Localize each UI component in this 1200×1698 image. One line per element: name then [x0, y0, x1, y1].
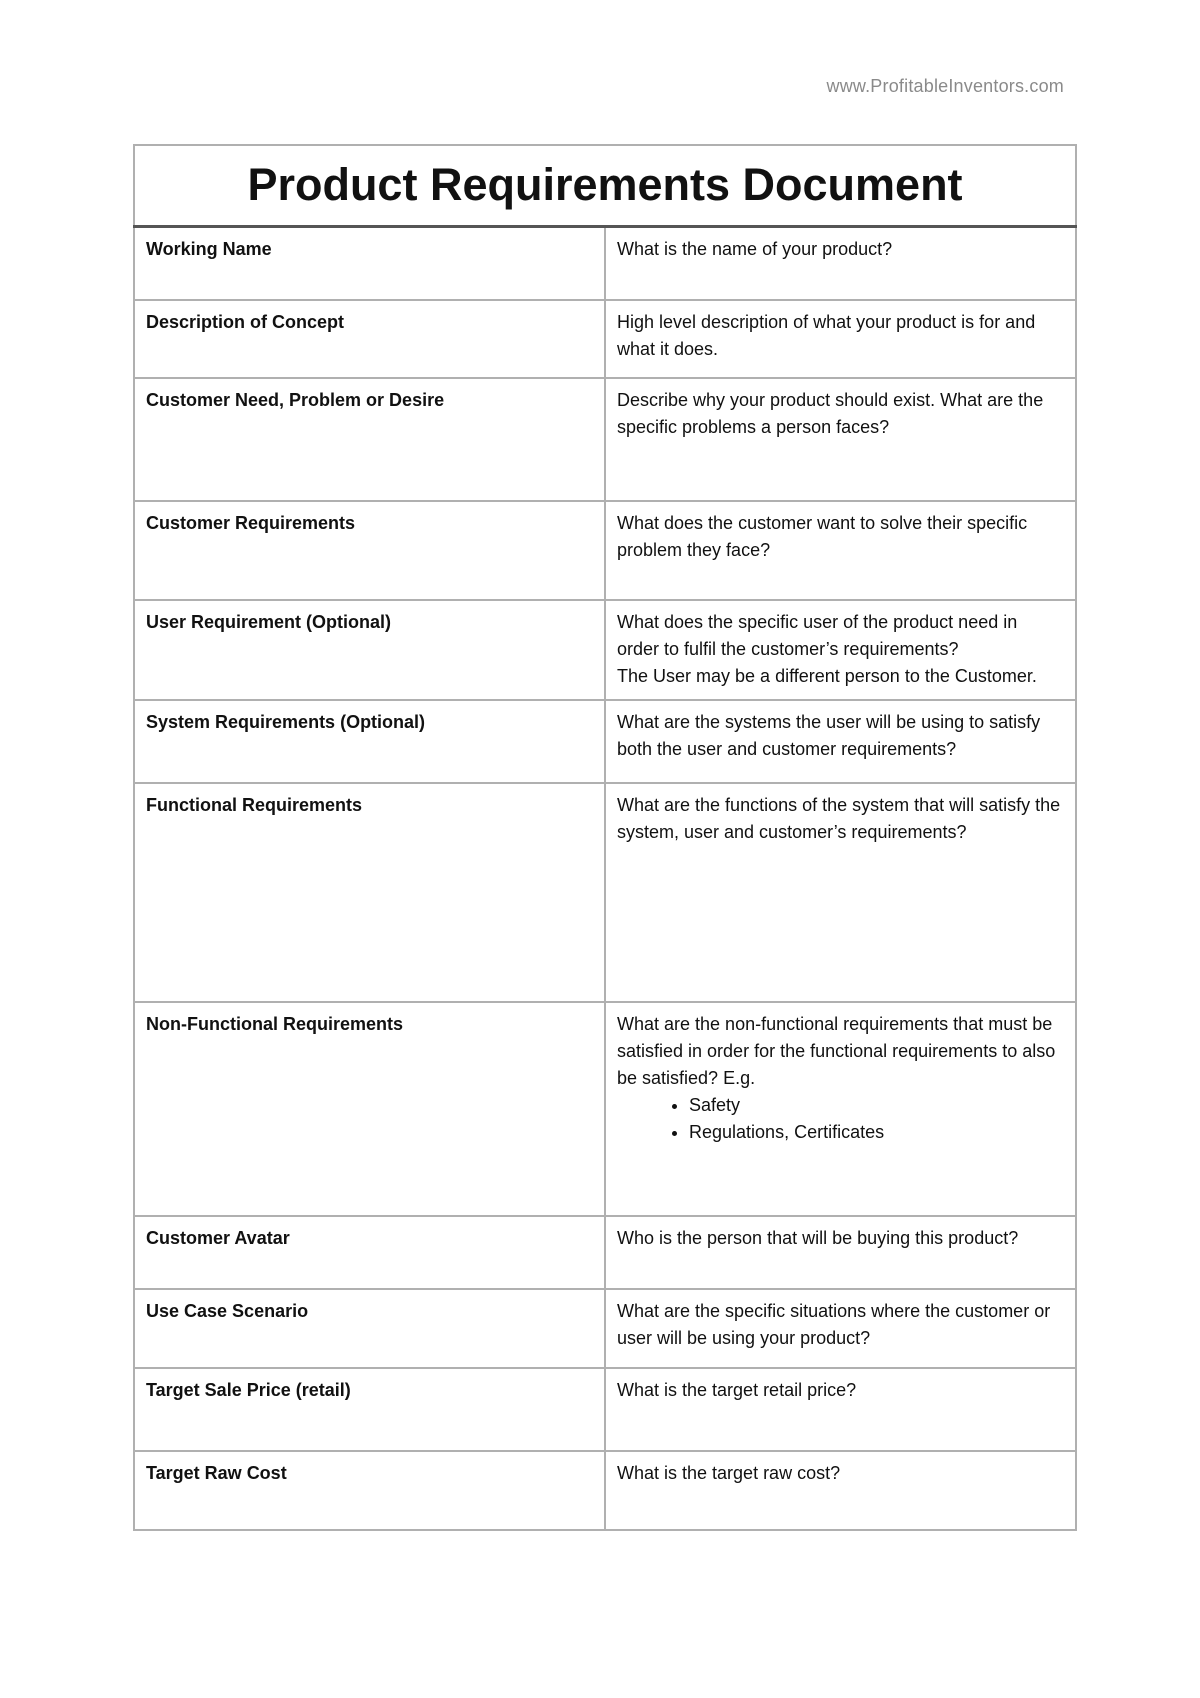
row-description — [605, 1451, 1076, 1530]
row-description — [605, 783, 1076, 1002]
description-line: The User may be a different person to the Customer. — [617, 666, 1037, 686]
description-line: What are the non-functional requirements that must be satisfied in order for the functional requirements to also be satisfied? E.g. — [617, 1014, 1056, 1088]
row-label: Target Sale Price (retail) — [134, 1368, 605, 1451]
table-row — [134, 783, 1076, 1002]
bullet-list — [617, 1092, 1064, 1146]
row-label: Target Raw Cost — [134, 1451, 605, 1530]
row-description — [605, 700, 1076, 783]
description-line: What is the name of your product? — [617, 238, 893, 259]
description-line: What does the customer want to solve their specific problem they face? — [617, 513, 1028, 560]
row-label: Customer Requirements — [134, 501, 605, 600]
description-line: Describe why your product should exist. What are the specific problems a person faces? — [617, 390, 1044, 437]
document-title: Product Requirements Document — [134, 145, 1076, 226]
row-label: Functional Requirements — [134, 783, 605, 1002]
description-line: What are the systems the user will be using to satisfy both the user and customer requirements? — [617, 712, 1041, 759]
bullet-item: • Regulations, Certificates — [689, 1119, 1064, 1146]
table-row — [134, 378, 1076, 501]
table-row — [134, 1216, 1076, 1289]
row-label: Use Case Scenario — [134, 1289, 605, 1368]
row-description — [605, 600, 1076, 700]
description-line: What are the functions of the system that will satisfy the system, user and customer’s requirements? — [617, 795, 1061, 842]
description-line: What are the specific situations where the customer or user will be using your product? — [617, 1301, 1051, 1348]
row-description — [605, 1289, 1076, 1368]
table-row — [134, 600, 1076, 700]
row-description — [605, 226, 1076, 300]
row-description — [605, 1368, 1076, 1451]
row-label: Customer Avatar — [134, 1216, 605, 1289]
description-line: Who is the person that will be buying this product? — [617, 1228, 1019, 1248]
row-description — [605, 501, 1076, 600]
table-row — [134, 226, 1076, 300]
table-row — [134, 300, 1076, 378]
row-label: System Requirements (Optional) — [134, 700, 605, 783]
table-row — [134, 501, 1076, 600]
description-line: What is the target raw cost? — [617, 1463, 841, 1483]
description-line: What does the specific user of the product need in order to fulfil the customer’s requirements? — [617, 612, 1018, 659]
row-description — [605, 300, 1076, 378]
table-row — [134, 1368, 1076, 1451]
row-label: Non-Functional Requirements — [134, 1002, 605, 1216]
site-url[interactable]: www.ProfitableInventors.com — [826, 76, 1064, 96]
description-line: High level description of what your product is for and what it does. — [617, 312, 1036, 359]
table-row — [134, 1002, 1076, 1216]
table-row — [134, 1289, 1076, 1368]
row-description — [605, 1216, 1076, 1289]
description-line: What is the target retail price? — [617, 1380, 857, 1400]
row-description — [605, 378, 1076, 501]
row-label: Description of Concept — [134, 300, 605, 378]
row-label: Customer Need, Problem or Desire — [134, 378, 605, 501]
table-row — [134, 700, 1076, 783]
title-row — [134, 145, 1076, 226]
requirements-table — [133, 144, 1077, 1531]
row-description — [605, 1002, 1076, 1216]
row-label: Working Name — [134, 226, 605, 300]
row-label: User Requirement (Optional) — [134, 600, 605, 700]
table-row — [134, 1451, 1076, 1530]
bullet-item: • Safety — [689, 1092, 1064, 1119]
